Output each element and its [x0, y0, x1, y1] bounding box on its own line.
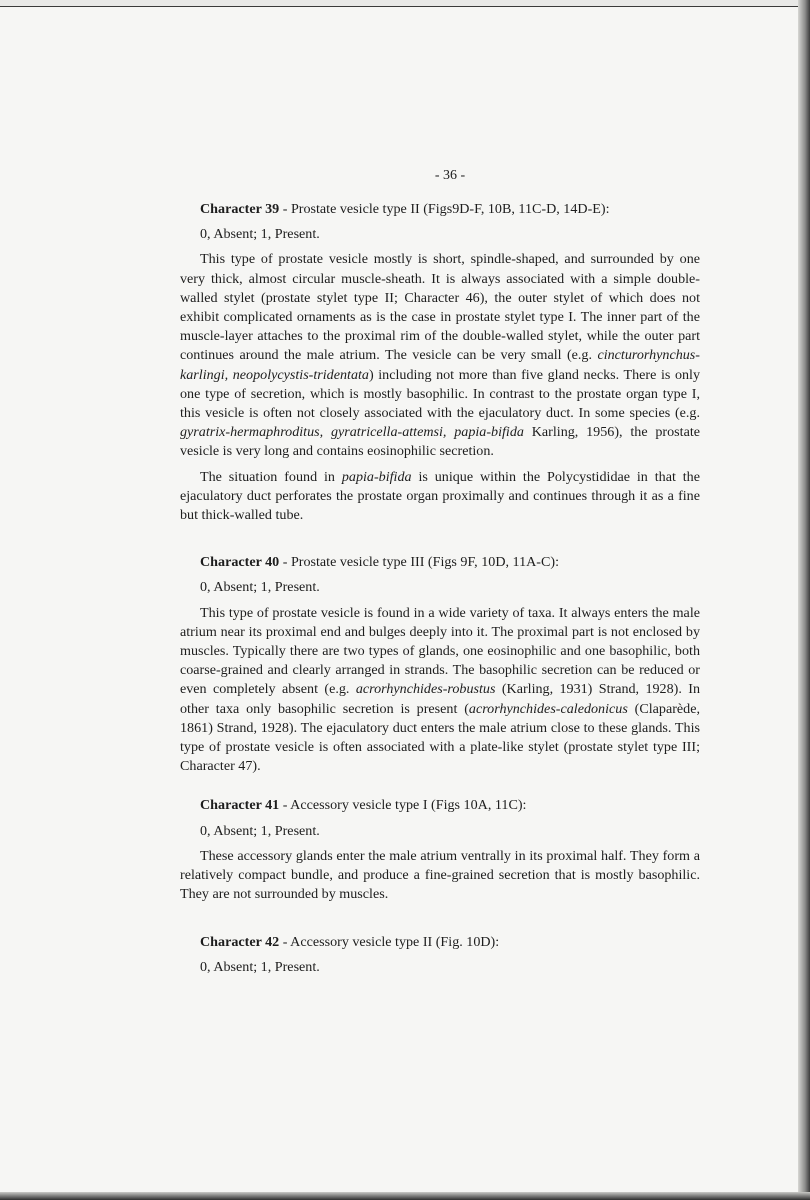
character-number: Character 40	[200, 554, 280, 571]
character-number: Character 42	[200, 933, 280, 950]
character-number: Character 41	[200, 797, 280, 814]
character-title: - Prostate vesicle type III (Figs 9F, 10D, 11A-C):	[279, 554, 559, 571]
section-heading-40	[200, 553, 700, 572]
character-title: - Accessory vesicle type I (Figs 10A, 11C):	[279, 797, 527, 814]
page-number: - 36 -	[434, 168, 466, 183]
page-bottom-shadow	[0, 1192, 810, 1200]
document-body	[180, 200, 700, 983]
section-heading-41	[200, 796, 700, 815]
paragraph: This type of prostate vesicle is found in a wide variety of taxa. It always enters the male atrium near its proximal end and bulges deeply into it. The proximal part is not enclosed by muscles. Typically there are two types of glands, one eosinophilic and one basophilic, both coarse-grained and clearly arranged in strands. The basophilic secretion can be reduced or even completely absent (e.g. acrorhynchides-robustus (Karling, 1931) Strand, 1928). In other taxa only basophilic secretion is present (acrorhynchides-caledonicus (Claparède, 1861) Strand, 1928). The ejaculatory duct enters the male atrium close to these glands. This type of prostate vesicle is often associated with a plate-like stylet (prostate stylet type III; Character 47).	[180, 604, 700, 775]
character-states: 0, Absent; 1, Present.	[200, 226, 320, 243]
character-title: - Accessory vesicle type II (Fig. 10D):	[279, 933, 500, 950]
character-title: - Prostate vesicle type II (Figs9D-F, 10B, 11C-D, 14D-E):	[279, 201, 610, 217]
character-states: 0, Absent; 1, Present.	[200, 822, 320, 839]
character-number: Character 39	[200, 201, 280, 217]
character-states: 0, Absent; 1, Present.	[200, 958, 320, 975]
paragraph: This type of prostate vesicle mostly is short, spindle-shaped, and surrounded by one very thick, almost circular muscle-sheath. It is always associated with a simple double-walled stylet (prostate stylet type II; Character 46), the outer stylet of which does not exhibit complicated ornaments as is the case in prostate stylet type I. The inner part of the muscle-layer attaches to the proximal rim of the double-walled stylet, while the outer part continues around the male atrium. The vesicle can be very small (e.g. cincturorhynchus-karlingi, neopolycystis-tridentata) including not more than five gland necks. There is only one type of secretion, which is mostly basophilic. In contrast to the prostate organ type I, this vesicle is often not closely associated with the ejaculatory duct. In some species (e.g. gyratrix-hermaphroditus, gyratricella-attemsi, papia-bifida Karling, 1956), the prostate vesicle is very long and contains eosinophilic secretion.	[180, 251, 701, 460]
paragraph: The situation found in papia-bifida is unique within the Polycystididae in that the ejaculatory duct perforates the prostate organ proximally and continues through it as a fine but thick-walled tube.	[180, 468, 700, 524]
section-heading-42	[200, 933, 700, 952]
section-heading-39	[200, 200, 700, 219]
character-states: 0, Absent; 1, Present.	[200, 579, 320, 596]
paragraph: These accessory glands enter the male atrium ventrally in its proximal half. They form a relatively compact bundle, and produce a fine-grained secretion that is mostly basophilic. They are not surrounded by muscles.	[180, 847, 700, 903]
